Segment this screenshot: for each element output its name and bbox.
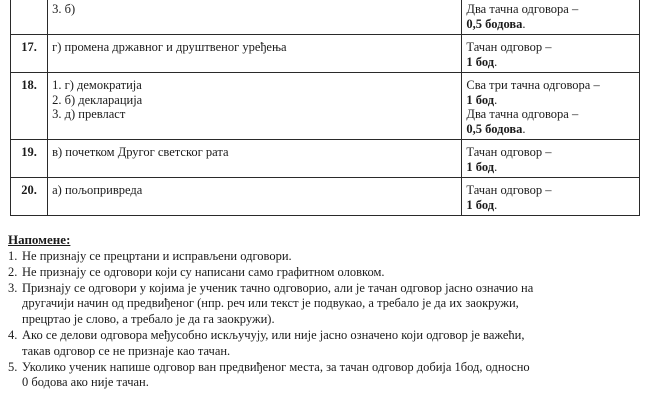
note-item [8, 375, 658, 391]
answer-cell [48, 140, 462, 178]
answer-line: г) промена државног и друштвеног уређења [52, 40, 287, 54]
points-value: 0,5 бодова [466, 121, 523, 136]
note-item [8, 281, 658, 297]
answer-line: 3. д) превласт [52, 107, 126, 121]
question-number: 20. [11, 178, 48, 216]
question-number: 19. [11, 140, 48, 178]
note-text: Признају се одговори у којима је ученик тачно одговорио, али је тачан одговор јасно означио на [22, 280, 534, 295]
question-number: 17. [11, 35, 48, 73]
note-text: Уколико ученик напише одговор ван предвиђеног места, за тачан одговор добија 1бод, односно [22, 359, 530, 374]
points-line [466, 145, 635, 160]
answer-line: 1. г) демократија [52, 78, 142, 92]
answer-cell [48, 0, 462, 35]
answer-line: а) пољопривреда [52, 183, 143, 197]
note-number: 5. [8, 359, 18, 374]
points-criterion: Тачан одговор – [466, 40, 552, 54]
points-value: 1 бод [466, 92, 495, 107]
notes-section [8, 232, 658, 391]
table-row [11, 178, 640, 216]
notes-heading: Напомене: [8, 232, 71, 247]
note-item [8, 360, 658, 376]
table-row [11, 73, 640, 140]
points-cell [462, 35, 640, 73]
question-number [11, 0, 48, 35]
points-suffix: . [494, 197, 498, 212]
points-criterion: Два тачна одговора – [466, 2, 579, 16]
note-text: прецртао је слово, а требало је да га заокружи). [22, 312, 275, 327]
points-cell [462, 0, 640, 35]
note-text: Не признају се прецртани и исправљени одговори. [22, 249, 292, 263]
table-row [11, 140, 640, 178]
points-line [466, 55, 635, 70]
note-item [8, 249, 658, 265]
note-text: Ако се делови одговора међусобно искључују, или није јасно означено који одговор је важећи, [22, 327, 525, 342]
points-line [466, 160, 635, 175]
points-value: 1 бод [466, 159, 495, 174]
points-value: 1 бод [466, 54, 495, 69]
points-line [466, 17, 635, 32]
note-text: такав одговор се не признаје као тачан. [22, 343, 231, 358]
note-text: Не признају се одговори који су написани само графитном оловком. [22, 264, 385, 279]
points-line [466, 78, 635, 93]
points-suffix: . [494, 159, 498, 174]
note-number: 3. [8, 280, 18, 295]
note-item [8, 328, 658, 344]
note-text: другачији начин од предвиђеног (нпр. реч или текст је подвукао, а требало је да их заокружи, [22, 296, 519, 311]
points-suffix: . [494, 54, 498, 69]
points-line [466, 183, 635, 198]
points-cell [462, 178, 640, 216]
points-criterion: Два тачна одговора – [466, 107, 579, 121]
note-number: 1. [8, 249, 18, 263]
note-text: 0 бодова ако није тачан. [22, 375, 149, 390]
points-cell [462, 73, 640, 140]
points-criterion: Сва три тачна одговора – [466, 78, 600, 92]
note-item [8, 344, 658, 360]
points-criterion: Тачан одговор – [466, 183, 552, 197]
points-suffix: . [522, 16, 526, 31]
answer-line: 2. б) декларација [52, 92, 143, 107]
answer-line: 3. б) [52, 2, 76, 16]
points-line [466, 198, 635, 213]
points-cell [462, 140, 640, 178]
points-criterion: Тачан одговор – [466, 145, 552, 159]
points-line [466, 122, 635, 137]
note-item [8, 265, 658, 281]
points-suffix: . [494, 92, 498, 107]
points-value: 1 бод [466, 197, 495, 212]
points-suffix: . [522, 121, 526, 136]
answer-line: в) почетком Другог светског рата [52, 145, 229, 159]
note-item [8, 296, 658, 312]
points-value: 0,5 бодова [466, 16, 523, 31]
table-row [11, 35, 640, 73]
answer-cell [48, 35, 462, 73]
scoring-table [10, 0, 640, 216]
notes-list [8, 249, 658, 391]
points-line [466, 107, 635, 122]
points-line [466, 40, 635, 55]
table-row [11, 0, 640, 35]
answer-cell [48, 178, 462, 216]
points-line [466, 93, 635, 108]
note-number: 4. [8, 327, 18, 342]
question-number: 18. [11, 73, 48, 140]
points-line [466, 2, 635, 17]
answer-cell [48, 73, 462, 140]
note-item [8, 312, 658, 328]
note-number: 2. [8, 264, 18, 279]
